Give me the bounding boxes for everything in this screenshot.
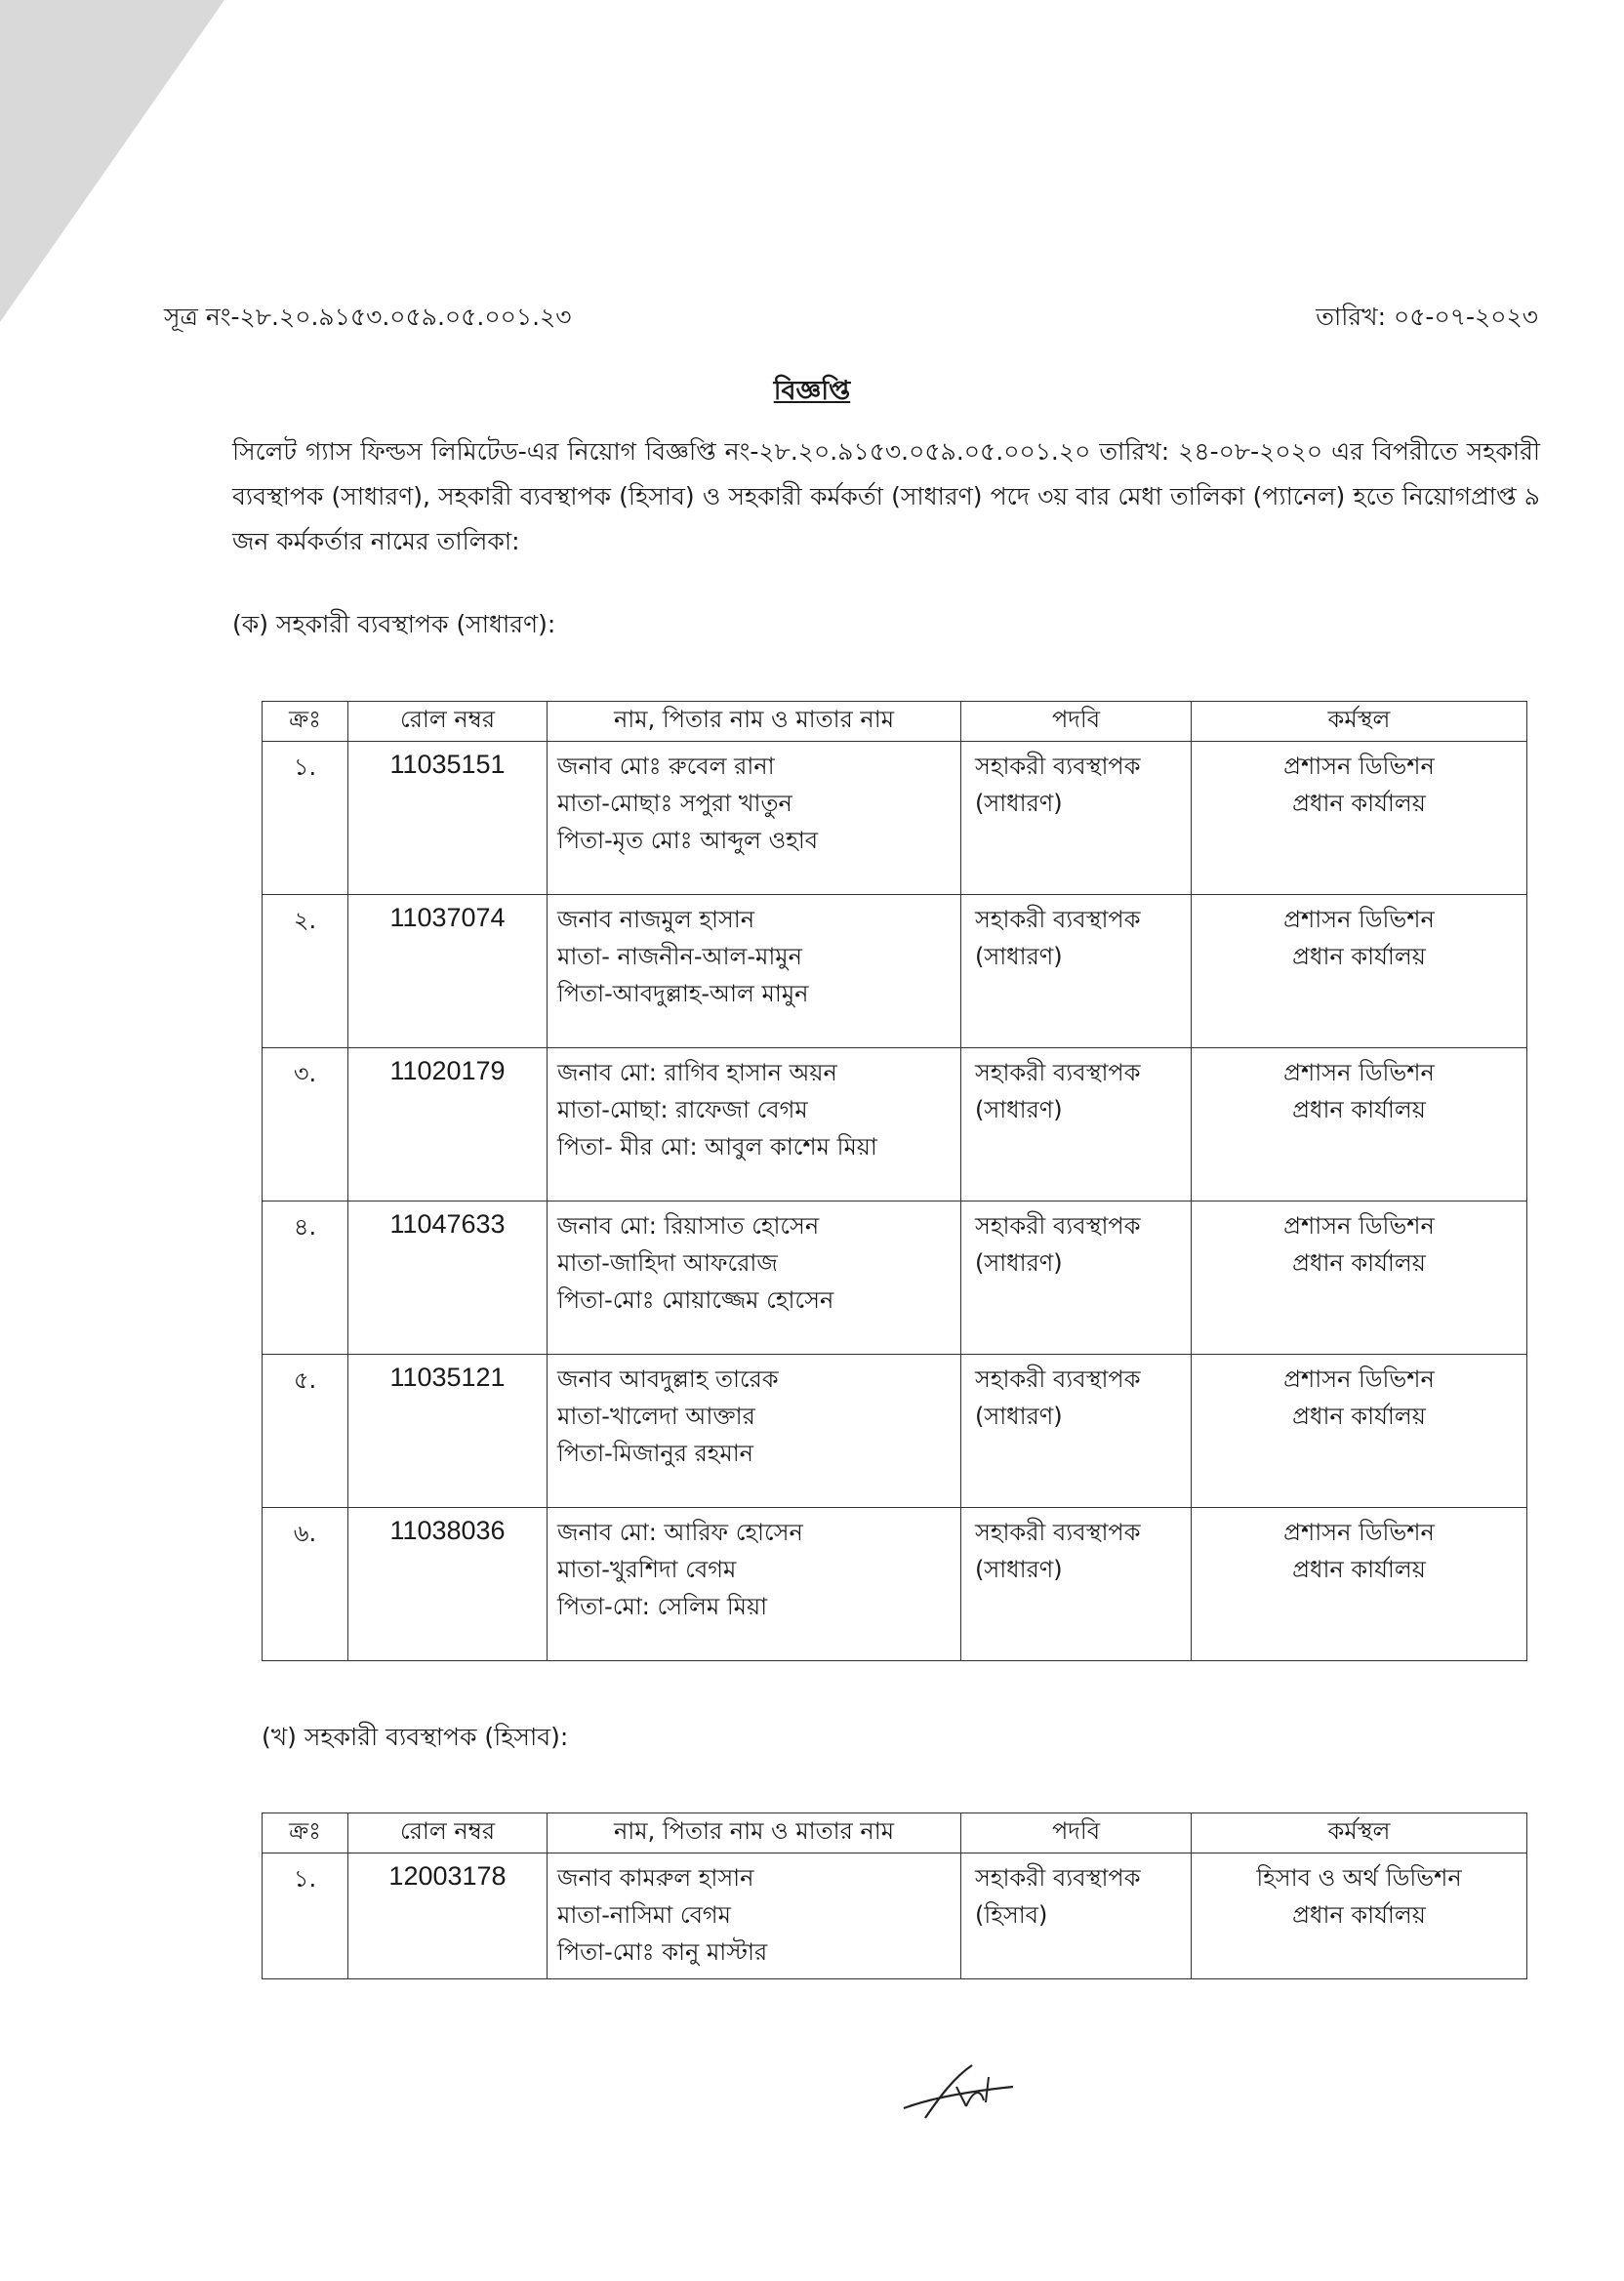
folded-corner bbox=[0, 0, 224, 322]
workplace-cell bbox=[1192, 895, 1527, 1048]
table-header-row bbox=[263, 702, 1527, 742]
workplace-division: প্রশাসন ডিভিশন bbox=[1283, 1365, 1435, 1393]
roll-cell bbox=[348, 895, 548, 1048]
workplace-office: প্রধান কার্যালয় bbox=[1292, 943, 1426, 970]
designation-title: সহাকরী ব্যবস্থাপক bbox=[975, 1059, 1141, 1086]
workplace-cell bbox=[1192, 1853, 1527, 1979]
workplace-office: প্রধান কার্যালয় bbox=[1292, 1901, 1426, 1929]
designation-title: সহাকরী ব্যবস্থাপক bbox=[975, 753, 1141, 780]
names-cell bbox=[548, 895, 961, 1048]
workplace-division: প্রশাসন ডিভিশন bbox=[1283, 753, 1435, 780]
designation-type: (সাধারণ) bbox=[975, 1403, 1063, 1430]
workplace-office: প্রধান কার্যালয় bbox=[1292, 1249, 1426, 1277]
serial-value: ৬. bbox=[293, 1520, 317, 1547]
names-cell bbox=[548, 1853, 961, 1979]
names-cell bbox=[548, 1202, 961, 1355]
serial-cell bbox=[263, 1853, 348, 1979]
workplace-division: প্রশাসন ডিভিশন bbox=[1283, 1519, 1435, 1546]
designation-cell bbox=[961, 1048, 1192, 1202]
table-row bbox=[263, 1853, 1527, 1979]
section-b-heading: (খ) সহকারী ব্যবস্থাপক (হিসাব): bbox=[262, 1723, 569, 1751]
col-workplace: কর্মস্থল bbox=[1192, 702, 1527, 742]
candidate-name: জনাব মো: রাগিব হাসান অয়ন bbox=[557, 1059, 837, 1086]
mother-name: মাতা-জাহিদা আফরোজ bbox=[557, 1249, 778, 1277]
col-designation: পদবি bbox=[961, 1813, 1192, 1853]
serial-value: ৩. bbox=[293, 1060, 317, 1087]
signature bbox=[896, 2057, 1042, 2126]
father-name: পিতা-আবদুল্লাহ-আল মামুন bbox=[557, 980, 809, 1007]
designation-type: (সাধারণ) bbox=[975, 790, 1063, 817]
col-roll: রোল নম্বর bbox=[348, 1813, 548, 1853]
serial-value: ৫. bbox=[293, 1366, 317, 1394]
serial-cell bbox=[263, 1202, 348, 1355]
col-roll: রোল নম্বর bbox=[348, 702, 548, 742]
roll-number: 12003178 bbox=[388, 1861, 507, 1891]
workplace-division: প্রশাসন ডিভিশন bbox=[1283, 1059, 1435, 1086]
mother-name: মাতা-মোছা: রাফেজা বেগম bbox=[557, 1096, 808, 1123]
designation-type: (সাধারণ) bbox=[975, 943, 1063, 970]
roll-number: 11020179 bbox=[389, 1056, 506, 1085]
workplace-office: প্রধান কার্যালয় bbox=[1292, 1556, 1426, 1583]
serial-cell bbox=[263, 1355, 348, 1508]
candidate-name: জনাব মো: রিয়াসাত হোসেন bbox=[557, 1212, 820, 1240]
designation-type: (হিসাব) bbox=[975, 1901, 1048, 1929]
serial-value: ৪. bbox=[293, 1213, 317, 1241]
designation-title: সহাকরী ব্যবস্থাপক bbox=[975, 1365, 1141, 1393]
workplace-division: প্রশাসন ডিভিশন bbox=[1283, 906, 1435, 933]
workplace-office: প্রধান কার্যালয় bbox=[1292, 790, 1426, 817]
roll-cell bbox=[348, 742, 548, 895]
col-names: নাম, পিতার নাম ও মাতার নাম bbox=[548, 702, 961, 742]
designation-cell bbox=[961, 895, 1192, 1048]
table-row bbox=[263, 1202, 1527, 1355]
workplace-division: হিসাব ও অর্থ ডিভিশন bbox=[1256, 1864, 1462, 1892]
mother-name: মাতা-নাসিমা বেগম bbox=[557, 1901, 731, 1929]
page-title: বিজ্ঞপ্তি bbox=[773, 376, 851, 406]
candidate-name: জনাব মো: আরিফ হোসেন bbox=[557, 1519, 803, 1546]
mother-name: মাতা-খুরশিদা বেগম bbox=[557, 1556, 737, 1583]
col-workplace: কর্মস্থল bbox=[1192, 1813, 1527, 1853]
col-serial: ক্রঃ bbox=[263, 702, 348, 742]
designation-type: (সাধারণ) bbox=[975, 1096, 1063, 1123]
roll-cell bbox=[348, 1202, 548, 1355]
father-name: পিতা- মীর মো: আবুল কাশেম মিয়া bbox=[557, 1133, 877, 1161]
serial-value: ২. bbox=[293, 907, 317, 934]
workplace-division: প্রশাসন ডিভিশন bbox=[1283, 1212, 1435, 1240]
serial-cell bbox=[263, 1508, 348, 1661]
serial-cell bbox=[263, 895, 348, 1048]
father-name: পিতা-মিজানুর রহমান bbox=[557, 1440, 753, 1467]
candidate-name: জনাব আবদুল্লাহ তারেক bbox=[557, 1365, 779, 1393]
father-name: পিতা-মোঃ কানু মাস্টার bbox=[557, 1938, 768, 1966]
names-cell bbox=[548, 1508, 961, 1661]
roll-number: 11035121 bbox=[389, 1363, 506, 1392]
col-serial: ক্রঃ bbox=[263, 1813, 348, 1853]
table-row bbox=[263, 895, 1527, 1048]
serial-cell bbox=[263, 742, 348, 895]
father-name: পিতা-মৃত মোঃ আব্দুল ওহাব bbox=[557, 827, 819, 854]
section-b-table bbox=[262, 1813, 1527, 1979]
designation-cell bbox=[961, 1508, 1192, 1661]
serial-value: ১. bbox=[293, 754, 317, 781]
roll-cell bbox=[348, 1355, 548, 1508]
col-names: নাম, পিতার নাম ও মাতার নাম bbox=[548, 1813, 961, 1853]
table-row bbox=[263, 1355, 1527, 1508]
candidate-name: জনাব নাজমুল হাসান bbox=[557, 906, 755, 933]
candidate-name: জনাব মোঃ রুবেল রানা bbox=[557, 753, 775, 780]
designation-cell bbox=[961, 1355, 1192, 1508]
workplace-cell bbox=[1192, 742, 1527, 895]
names-cell bbox=[548, 1355, 961, 1508]
roll-number: 11035151 bbox=[389, 750, 506, 779]
designation-title: সহাকরী ব্যবস্থাপক bbox=[975, 1212, 1141, 1240]
col-designation: পদবি bbox=[961, 702, 1192, 742]
roll-cell bbox=[348, 1853, 548, 1979]
roll-cell bbox=[348, 1508, 548, 1661]
roll-number: 11038036 bbox=[389, 1516, 506, 1545]
section-a-heading: (ক) সহকারী ব্যবস্থাপক (সাধারণ): bbox=[232, 610, 556, 638]
candidate-name: জনাব কামরুল হাসান bbox=[557, 1864, 754, 1892]
document-date: তারিখ: ০৫-০৭-২০২৩ bbox=[1316, 303, 1538, 331]
designation-cell bbox=[961, 742, 1192, 895]
section-a-table bbox=[262, 701, 1527, 1661]
workplace-cell bbox=[1192, 1508, 1527, 1661]
table-header-row bbox=[263, 1813, 1527, 1853]
workplace-office: প্রধান কার্যালয় bbox=[1292, 1403, 1426, 1430]
serial-cell bbox=[263, 1048, 348, 1202]
workplace-cell bbox=[1192, 1355, 1527, 1508]
table-row bbox=[263, 742, 1527, 895]
table-row bbox=[263, 1508, 1527, 1661]
names-cell bbox=[548, 1048, 961, 1202]
designation-type: (সাধারণ) bbox=[975, 1556, 1063, 1583]
mother-name: মাতা- নাজনীন-আল-মামুন bbox=[557, 943, 802, 970]
designation-title: সহাকরী ব্যবস্থাপক bbox=[975, 1519, 1141, 1546]
designation-type: (সাধারণ) bbox=[975, 1249, 1063, 1277]
serial-value: ১. bbox=[293, 1865, 317, 1893]
roll-number: 11037074 bbox=[389, 903, 506, 932]
roll-number: 11047633 bbox=[389, 1209, 506, 1239]
workplace-cell bbox=[1192, 1048, 1527, 1202]
workplace-cell bbox=[1192, 1202, 1527, 1355]
reference-number: সূত্র নং-২৮.২০.৯১৫৩.০৫৯.০৫.০০১.২৩ bbox=[164, 303, 572, 331]
designation-title: সহাকরী ব্যবস্থাপক bbox=[975, 1864, 1141, 1892]
mother-name: মাতা-মোছাঃ সপুরা খাতুন bbox=[557, 790, 792, 817]
designation-cell bbox=[961, 1202, 1192, 1355]
father-name: পিতা-মোঃ মোয়াজ্জেম হোসেন bbox=[557, 1286, 834, 1314]
workplace-office: প্রধান কার্যালয় bbox=[1292, 1096, 1426, 1123]
table-row bbox=[263, 1048, 1527, 1202]
roll-cell bbox=[348, 1048, 548, 1202]
designation-cell bbox=[961, 1853, 1192, 1979]
intro-paragraph: সিলেট গ্যাস ফিল্ডস লিমিটেড-এর নিয়োগ বিজ্ঞপ্তি নং-২৮.২০.৯১৫৩.০৫৯.০৫.০০১.২০ তারিখ: ২৪-০৮-২০২০ এর বিপরীতে সহকারী ব্যবস্থাপক (সাধারণ), সহকারী ব্যবস্থাপক (হিসাব) ও সহকারী কর্মকর্তা (সাধারণ) পদে ৩য় বার মেধা তালিকা (প্যানেল) হতে নিয়োগপ্রাপ্ত ৯ জন কর্মকর্তার নামের তালিকা: bbox=[232, 437, 1540, 555]
mother-name: মাতা-খালেদা আক্তার bbox=[557, 1403, 755, 1430]
names-cell bbox=[548, 742, 961, 895]
father-name: পিতা-মো: সেলিম মিয়া bbox=[557, 1593, 768, 1620]
designation-title: সহাকরী ব্যবস্থাপক bbox=[975, 906, 1141, 933]
